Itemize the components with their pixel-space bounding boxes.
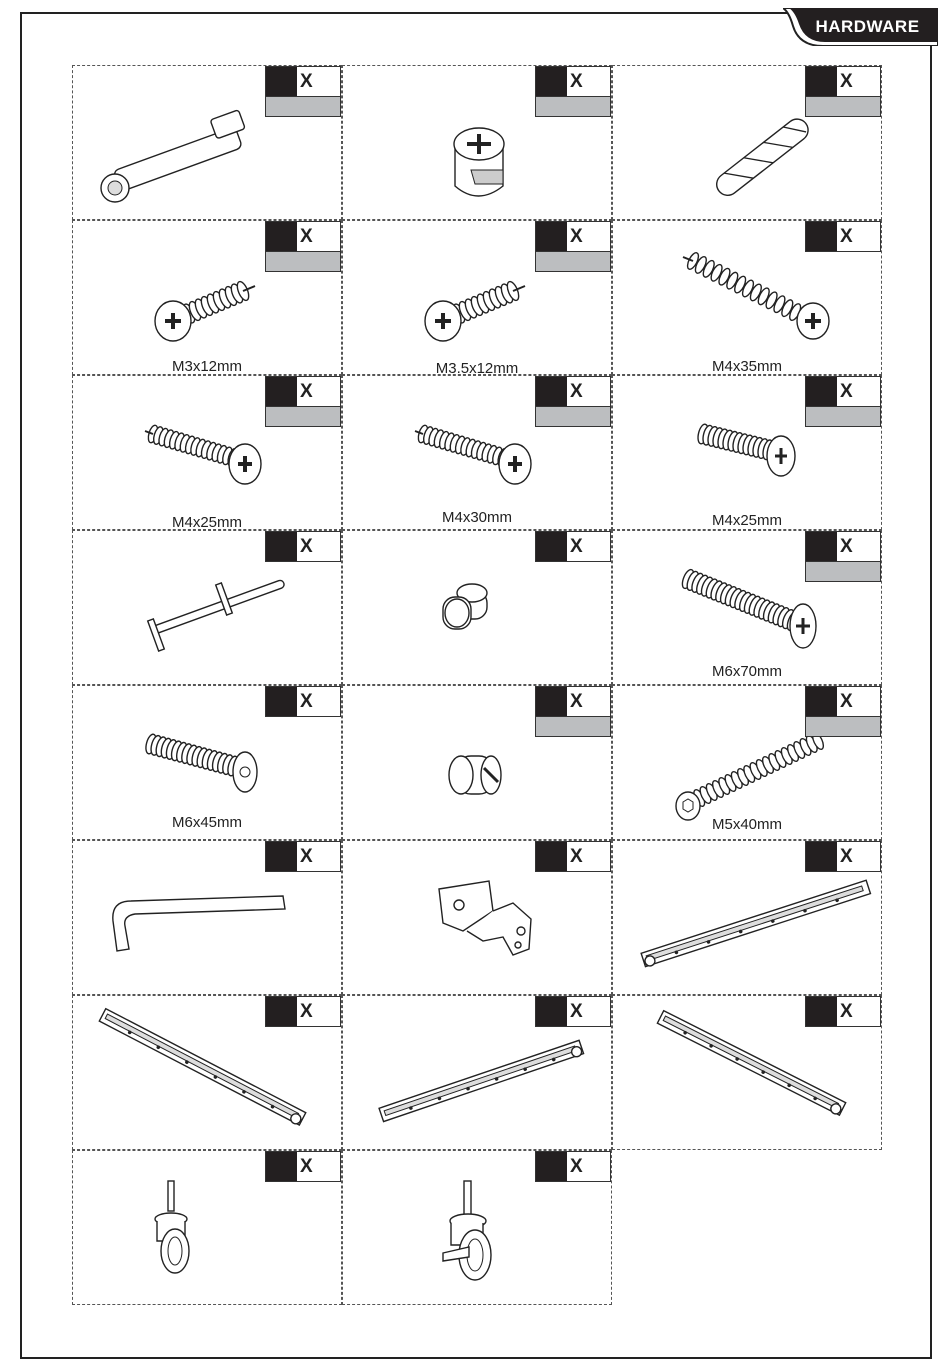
quantity-box — [265, 221, 341, 272]
hardware-item — [342, 685, 612, 840]
quantity-box — [265, 66, 341, 117]
quantity-count-field — [806, 997, 837, 1026]
quantity-box — [265, 376, 341, 427]
quantity-count-field — [536, 67, 567, 96]
quantity-multiplier: X — [297, 997, 340, 1026]
hardware-item — [72, 685, 342, 840]
quantity-box — [265, 531, 341, 562]
hardware-item — [342, 995, 612, 1150]
quantity-box — [535, 376, 611, 427]
hardware-item — [342, 1150, 612, 1305]
quantity-grey-bar — [805, 562, 881, 582]
hardware-item — [72, 530, 342, 685]
quantity-multiplier: X — [567, 842, 610, 871]
hardware-item — [612, 840, 882, 995]
quantity-box — [265, 686, 341, 717]
hardware-item — [612, 375, 882, 530]
quantity-box — [535, 841, 611, 872]
quantity-multiplier: X — [837, 67, 880, 96]
quantity-grey-bar — [535, 717, 611, 737]
hardware-item — [342, 65, 612, 220]
quantity-count-field — [806, 842, 837, 871]
quantity-box — [535, 531, 611, 562]
quantity-grey-bar — [535, 407, 611, 427]
item-size-label: M3.5x12mm — [435, 360, 519, 377]
quantity-box — [805, 841, 881, 872]
quantity-multiplier: X — [837, 222, 880, 251]
hardware-item — [72, 375, 342, 530]
hardware-grid — [72, 65, 882, 1306]
quantity-multiplier: X — [297, 377, 340, 406]
quantity-count-field — [266, 67, 297, 96]
quantity-box — [265, 841, 341, 872]
hardware-item — [72, 995, 342, 1150]
quantity-multiplier: X — [837, 842, 880, 871]
quantity-count-field — [806, 377, 837, 406]
item-size-label: M4x30mm — [441, 509, 512, 526]
quantity-grey-bar — [265, 97, 341, 117]
hardware-item — [342, 375, 612, 530]
quantity-grey-bar — [265, 407, 341, 427]
quantity-multiplier: X — [567, 222, 610, 251]
quantity-multiplier: X — [567, 1152, 610, 1181]
quantity-multiplier: X — [297, 67, 340, 96]
item-size-label: M4x25mm — [711, 512, 782, 529]
item-size-label: M3x12mm — [171, 358, 242, 375]
hardware-item — [612, 65, 882, 220]
quantity-count-field — [536, 532, 567, 561]
quantity-grey-bar — [805, 407, 881, 427]
item-size-label: M6x70mm — [711, 663, 782, 680]
quantity-multiplier: X — [567, 532, 610, 561]
quantity-box — [805, 66, 881, 117]
quantity-box — [805, 221, 881, 252]
item-size-label: M4x25mm — [171, 514, 242, 531]
hardware-item — [342, 220, 612, 375]
quantity-box — [805, 376, 881, 427]
quantity-multiplier: X — [297, 687, 340, 716]
hardware-item — [342, 530, 612, 685]
item-size-label: M6x45mm — [171, 814, 242, 831]
quantity-multiplier: X — [837, 687, 880, 716]
quantity-count-field — [266, 1152, 297, 1181]
quantity-box — [805, 686, 881, 737]
quantity-count-field — [806, 222, 837, 251]
quantity-grey-bar — [805, 97, 881, 117]
quantity-box — [265, 996, 341, 1027]
quantity-count-field — [806, 67, 837, 96]
quantity-count-field — [536, 687, 567, 716]
quantity-count-field — [266, 997, 297, 1026]
quantity-count-field — [536, 997, 567, 1026]
quantity-multiplier: X — [837, 997, 880, 1026]
hardware-item — [72, 65, 342, 220]
quantity-grey-bar — [535, 97, 611, 117]
quantity-count-field — [806, 687, 837, 716]
quantity-count-field — [266, 377, 297, 406]
section-tab — [783, 8, 938, 46]
quantity-box — [535, 221, 611, 272]
quantity-count-field — [536, 377, 567, 406]
quantity-count-field — [266, 532, 297, 561]
quantity-box — [535, 66, 611, 117]
quantity-multiplier: X — [297, 1152, 340, 1181]
quantity-count-field — [266, 842, 297, 871]
quantity-box — [805, 996, 881, 1027]
quantity-multiplier: X — [567, 377, 610, 406]
quantity-multiplier: X — [297, 532, 340, 561]
hardware-item — [72, 840, 342, 995]
hardware-item — [342, 840, 612, 995]
section-title: HARDWARE — [815, 17, 920, 36]
quantity-count-field — [536, 842, 567, 871]
quantity-multiplier: X — [837, 532, 880, 561]
hardware-item — [612, 995, 882, 1150]
quantity-multiplier: X — [297, 222, 340, 251]
quantity-count-field — [536, 222, 567, 251]
quantity-box — [265, 1151, 341, 1182]
quantity-multiplier: X — [567, 67, 610, 96]
quantity-box — [535, 1151, 611, 1182]
hardware-item — [72, 220, 342, 375]
quantity-count-field — [536, 1152, 567, 1181]
quantity-grey-bar — [805, 717, 881, 737]
quantity-multiplier: X — [297, 842, 340, 871]
quantity-box — [805, 531, 881, 582]
quantity-count-field — [266, 687, 297, 716]
hardware-item — [612, 685, 882, 840]
hardware-item — [612, 530, 882, 685]
quantity-multiplier: X — [567, 997, 610, 1026]
quantity-grey-bar — [535, 252, 611, 272]
quantity-box — [535, 996, 611, 1027]
quantity-grey-bar — [265, 252, 341, 272]
item-size-label: M5x40mm — [711, 816, 782, 833]
quantity-multiplier: X — [567, 687, 610, 716]
hardware-item — [612, 220, 882, 375]
quantity-count-field — [806, 532, 837, 561]
quantity-multiplier: X — [837, 377, 880, 406]
hardware-item — [72, 1150, 342, 1305]
quantity-box — [535, 686, 611, 737]
quantity-count-field — [266, 222, 297, 251]
item-size-label: M4x35mm — [711, 358, 782, 375]
